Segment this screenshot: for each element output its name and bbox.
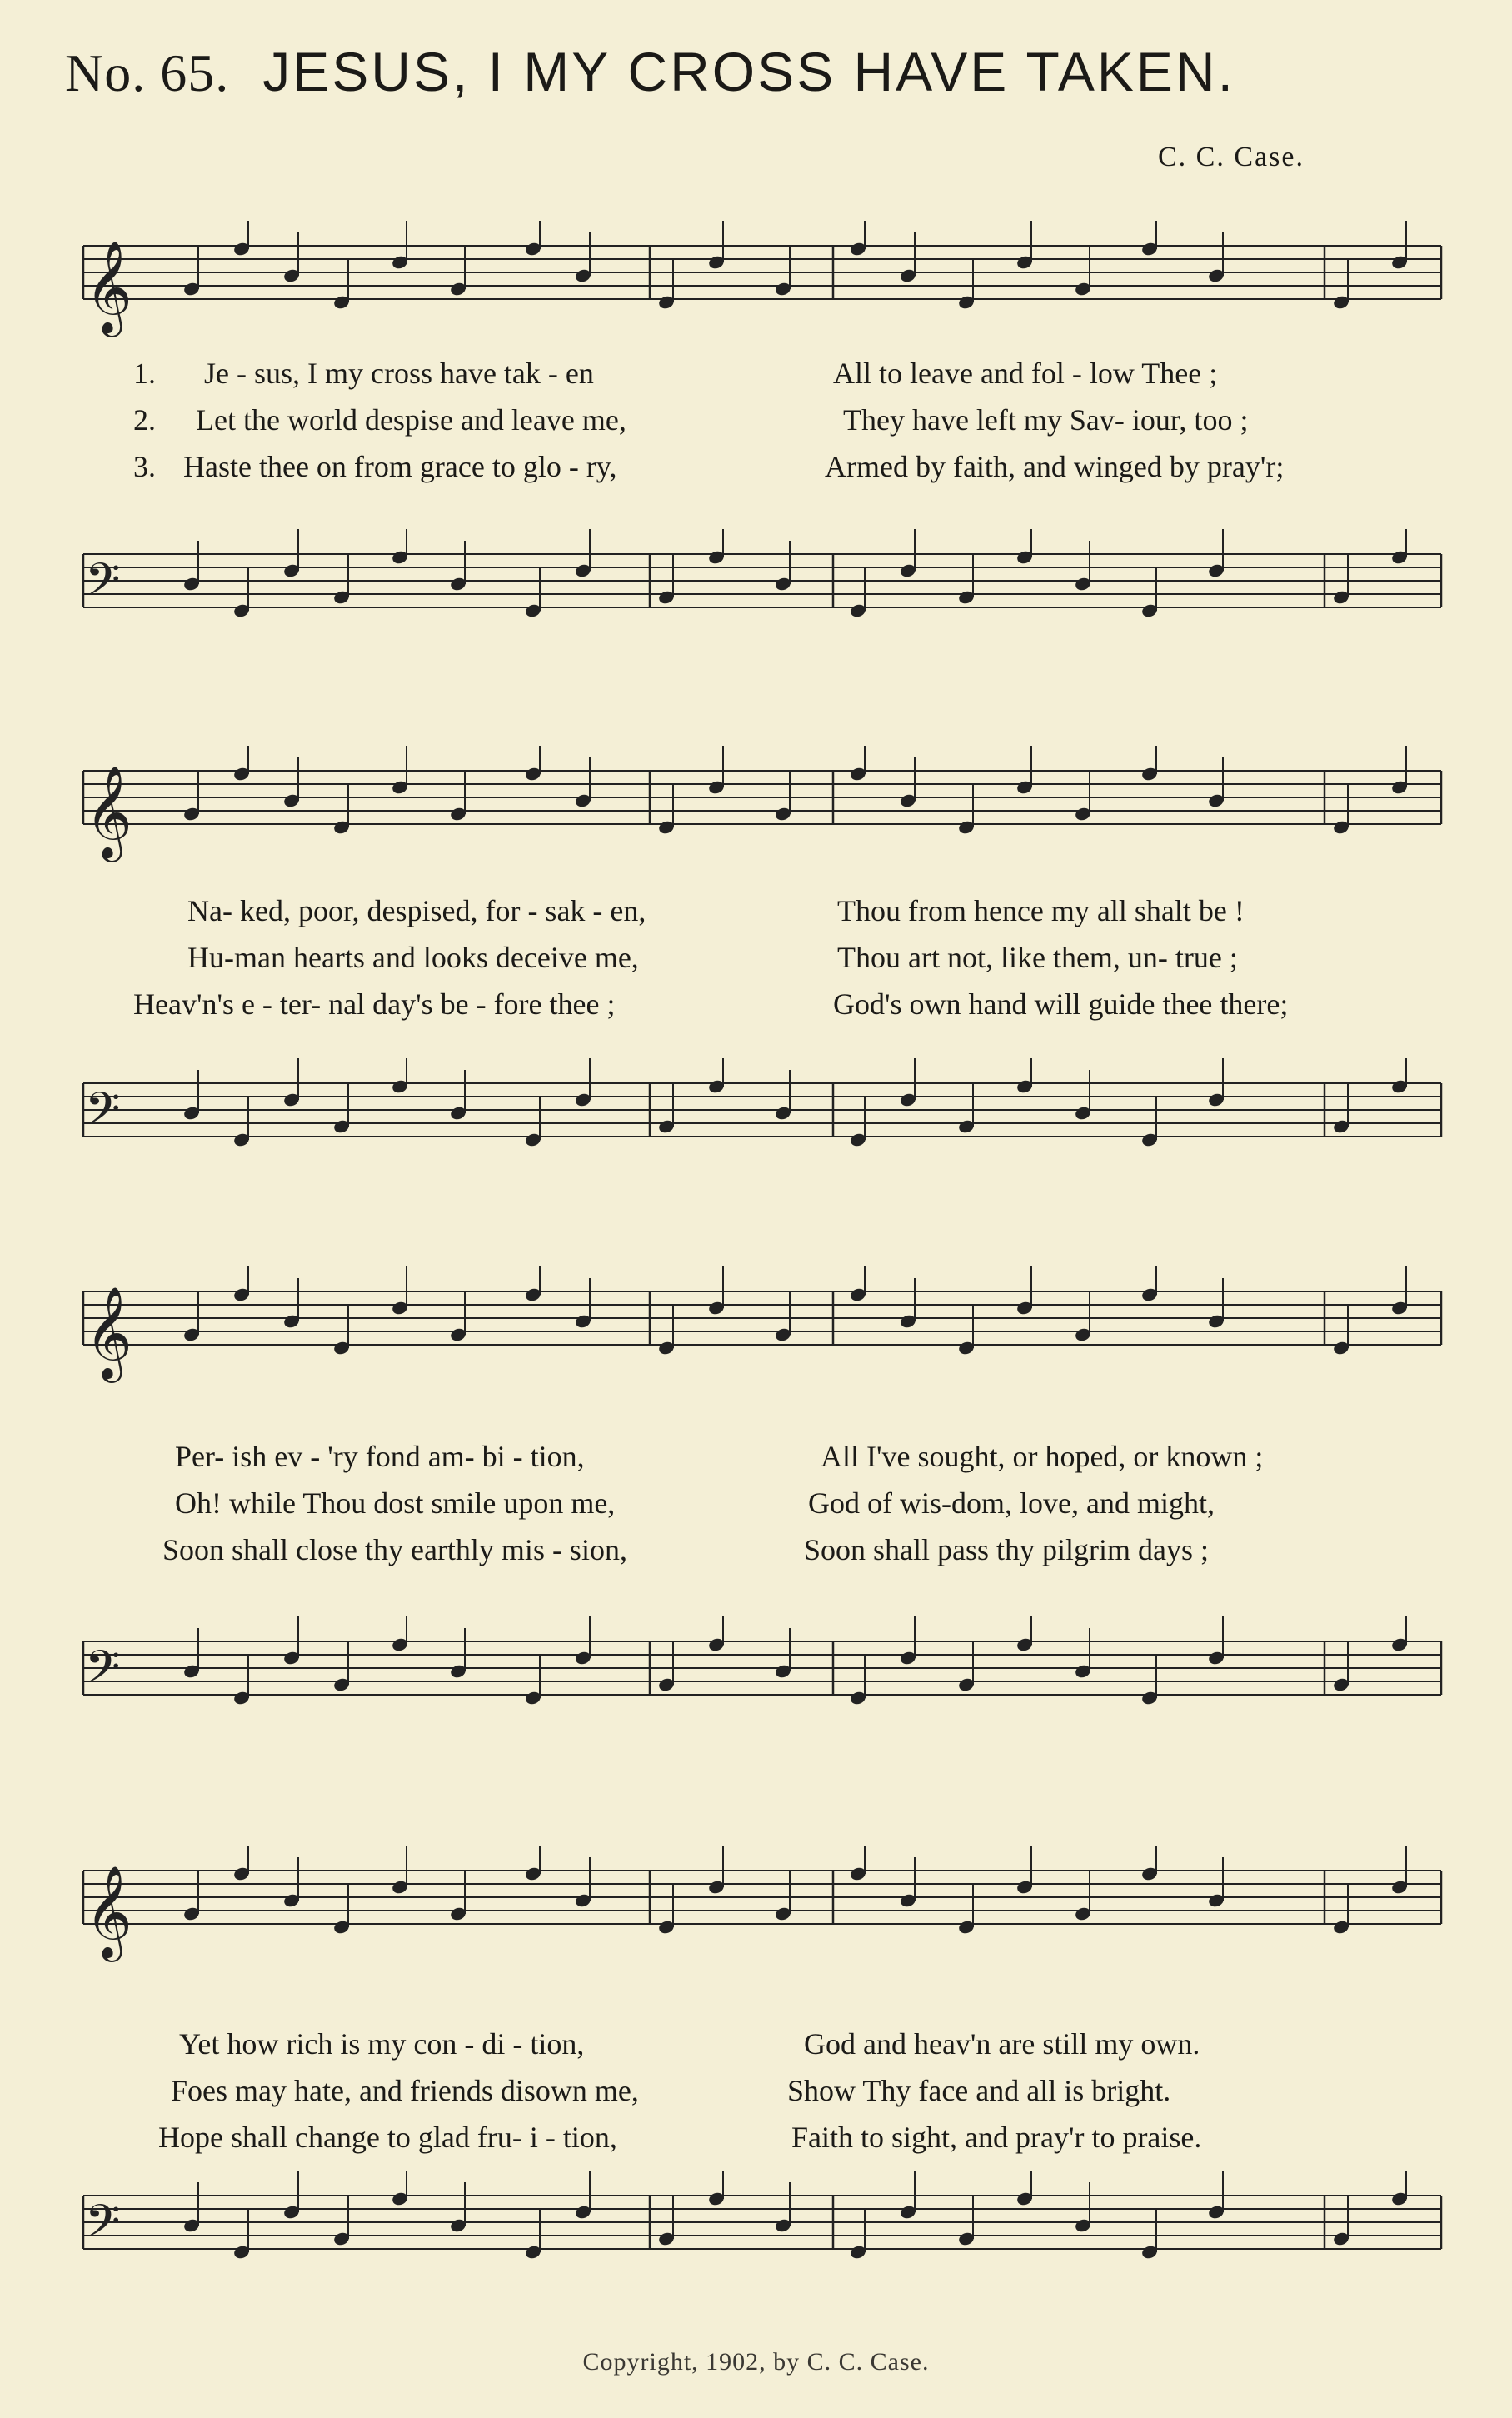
composer-credit: C. C. Case. [1158, 142, 1305, 172]
lyric-first-half: Haste thee on from grace to glo - ry, [183, 450, 617, 483]
lyric-second-half: Soon shall pass thy pilgrim days ; [804, 1533, 1209, 1566]
lyric-line [67, 981, 1450, 1027]
bass-staff [67, 2171, 1450, 2304]
lyrics-block-1 [67, 350, 1450, 490]
lyric-line [67, 887, 1450, 934]
treble-staff [67, 1266, 1450, 1400]
lyric-line [67, 1526, 1450, 1573]
lyric-first-half: Soon shall close thy earthly mis - sion, [162, 1533, 627, 1566]
lyric-second-half: God's own hand will guide thee there; [833, 987, 1289, 1021]
lyric-line [67, 443, 1450, 490]
lyric-second-half: Thou from hence my all shalt be ! [837, 894, 1245, 927]
lyric-line [67, 397, 1450, 443]
lyric-first-half: Yet how rich is my con - di - tion, [179, 2027, 585, 2061]
lyric-line [67, 2021, 1450, 2067]
treble-staff [67, 221, 1450, 346]
lyric-line [67, 2067, 1450, 2114]
bass-staff [67, 1616, 1450, 1741]
lyric-second-half: Show Thy face and all is bright. [787, 2074, 1171, 2107]
treble-clef-icon: 𝄞 [85, 765, 132, 858]
verse-number: 1. [133, 357, 156, 390]
lyric-first-half: Hu-man hearts and looks deceive me, [187, 941, 639, 974]
lyric-line [67, 1433, 1450, 1480]
lyric-second-half: They have left my Sav- iour, too ; [843, 403, 1249, 437]
hymn-name: JESUS, I MY CROSS HAVE TAKEN. [262, 41, 1235, 102]
lyric-first-half: Let the world despise and leave me, [196, 403, 626, 437]
treble-clef-icon: 𝄞 [85, 240, 132, 333]
lyric-line [67, 934, 1450, 981]
lyric-first-half: Foes may hate, and friends disown me, [171, 2074, 639, 2107]
lyric-second-half: Faith to sight, and pray'r to praise. [791, 2121, 1202, 2154]
lyrics-block-2 [67, 887, 1450, 1027]
lyric-line [67, 350, 1450, 397]
lyric-line [67, 1480, 1450, 1526]
lyric-first-half: Je - sus, I my cross have tak - en [204, 357, 594, 390]
lyric-first-half: Heav'n's e - ter- nal day's be - fore thee ; [133, 987, 616, 1021]
lyric-first-half: Hope shall change to glad fru- i - tion, [158, 2121, 617, 2154]
verse-number: 3. [133, 450, 156, 483]
hymn-number: No. 65. [65, 43, 230, 102]
bass-clef-icon: 𝄢 [85, 553, 121, 617]
lyrics-block-4 [67, 2021, 1450, 2161]
lyric-first-half: Oh! while Thou dost smile upon me, [175, 1486, 616, 1520]
bass-staff [67, 1058, 1450, 1183]
treble-clef-icon: 𝄞 [85, 1865, 132, 1958]
lyric-second-half: All to leave and fol - low Thee ; [833, 357, 1218, 390]
lyric-first-half: Per- ish ev - 'ry fond am- bi - tion, [175, 1440, 585, 1473]
lyric-first-half: Na- ked, poor, despised, for - sak - en, [187, 894, 646, 927]
lyric-line [67, 2114, 1450, 2161]
treble-clef-icon: 𝄞 [85, 1286, 132, 1379]
verse-number: 2. [133, 403, 156, 437]
copyright-notice: Copyright, 1902, by C. C. Case. [582, 2348, 930, 2376]
lyric-second-half: All I've sought, or hoped, or known ; [821, 1440, 1264, 1473]
lyric-second-half: Thou art not, like them, un- true ; [837, 941, 1238, 974]
lyric-second-half: God of wis-dom, love, and might, [808, 1486, 1215, 1520]
bass-clef-icon: 𝄢 [85, 1082, 121, 1147]
lyric-second-half: God and heav'n are still my own. [804, 2027, 1200, 2061]
bass-clef-icon: 𝄢 [85, 1641, 121, 1705]
treble-staff [67, 1846, 1450, 1979]
hymn-title [65, 40, 1481, 104]
treble-staff [67, 746, 1450, 871]
lyric-second-half: Armed by faith, and winged by pray'r; [825, 450, 1285, 483]
bass-clef-icon: 𝄢 [85, 2195, 121, 2259]
bass-staff [67, 529, 1450, 654]
lyrics-block-3 [67, 1433, 1450, 1573]
